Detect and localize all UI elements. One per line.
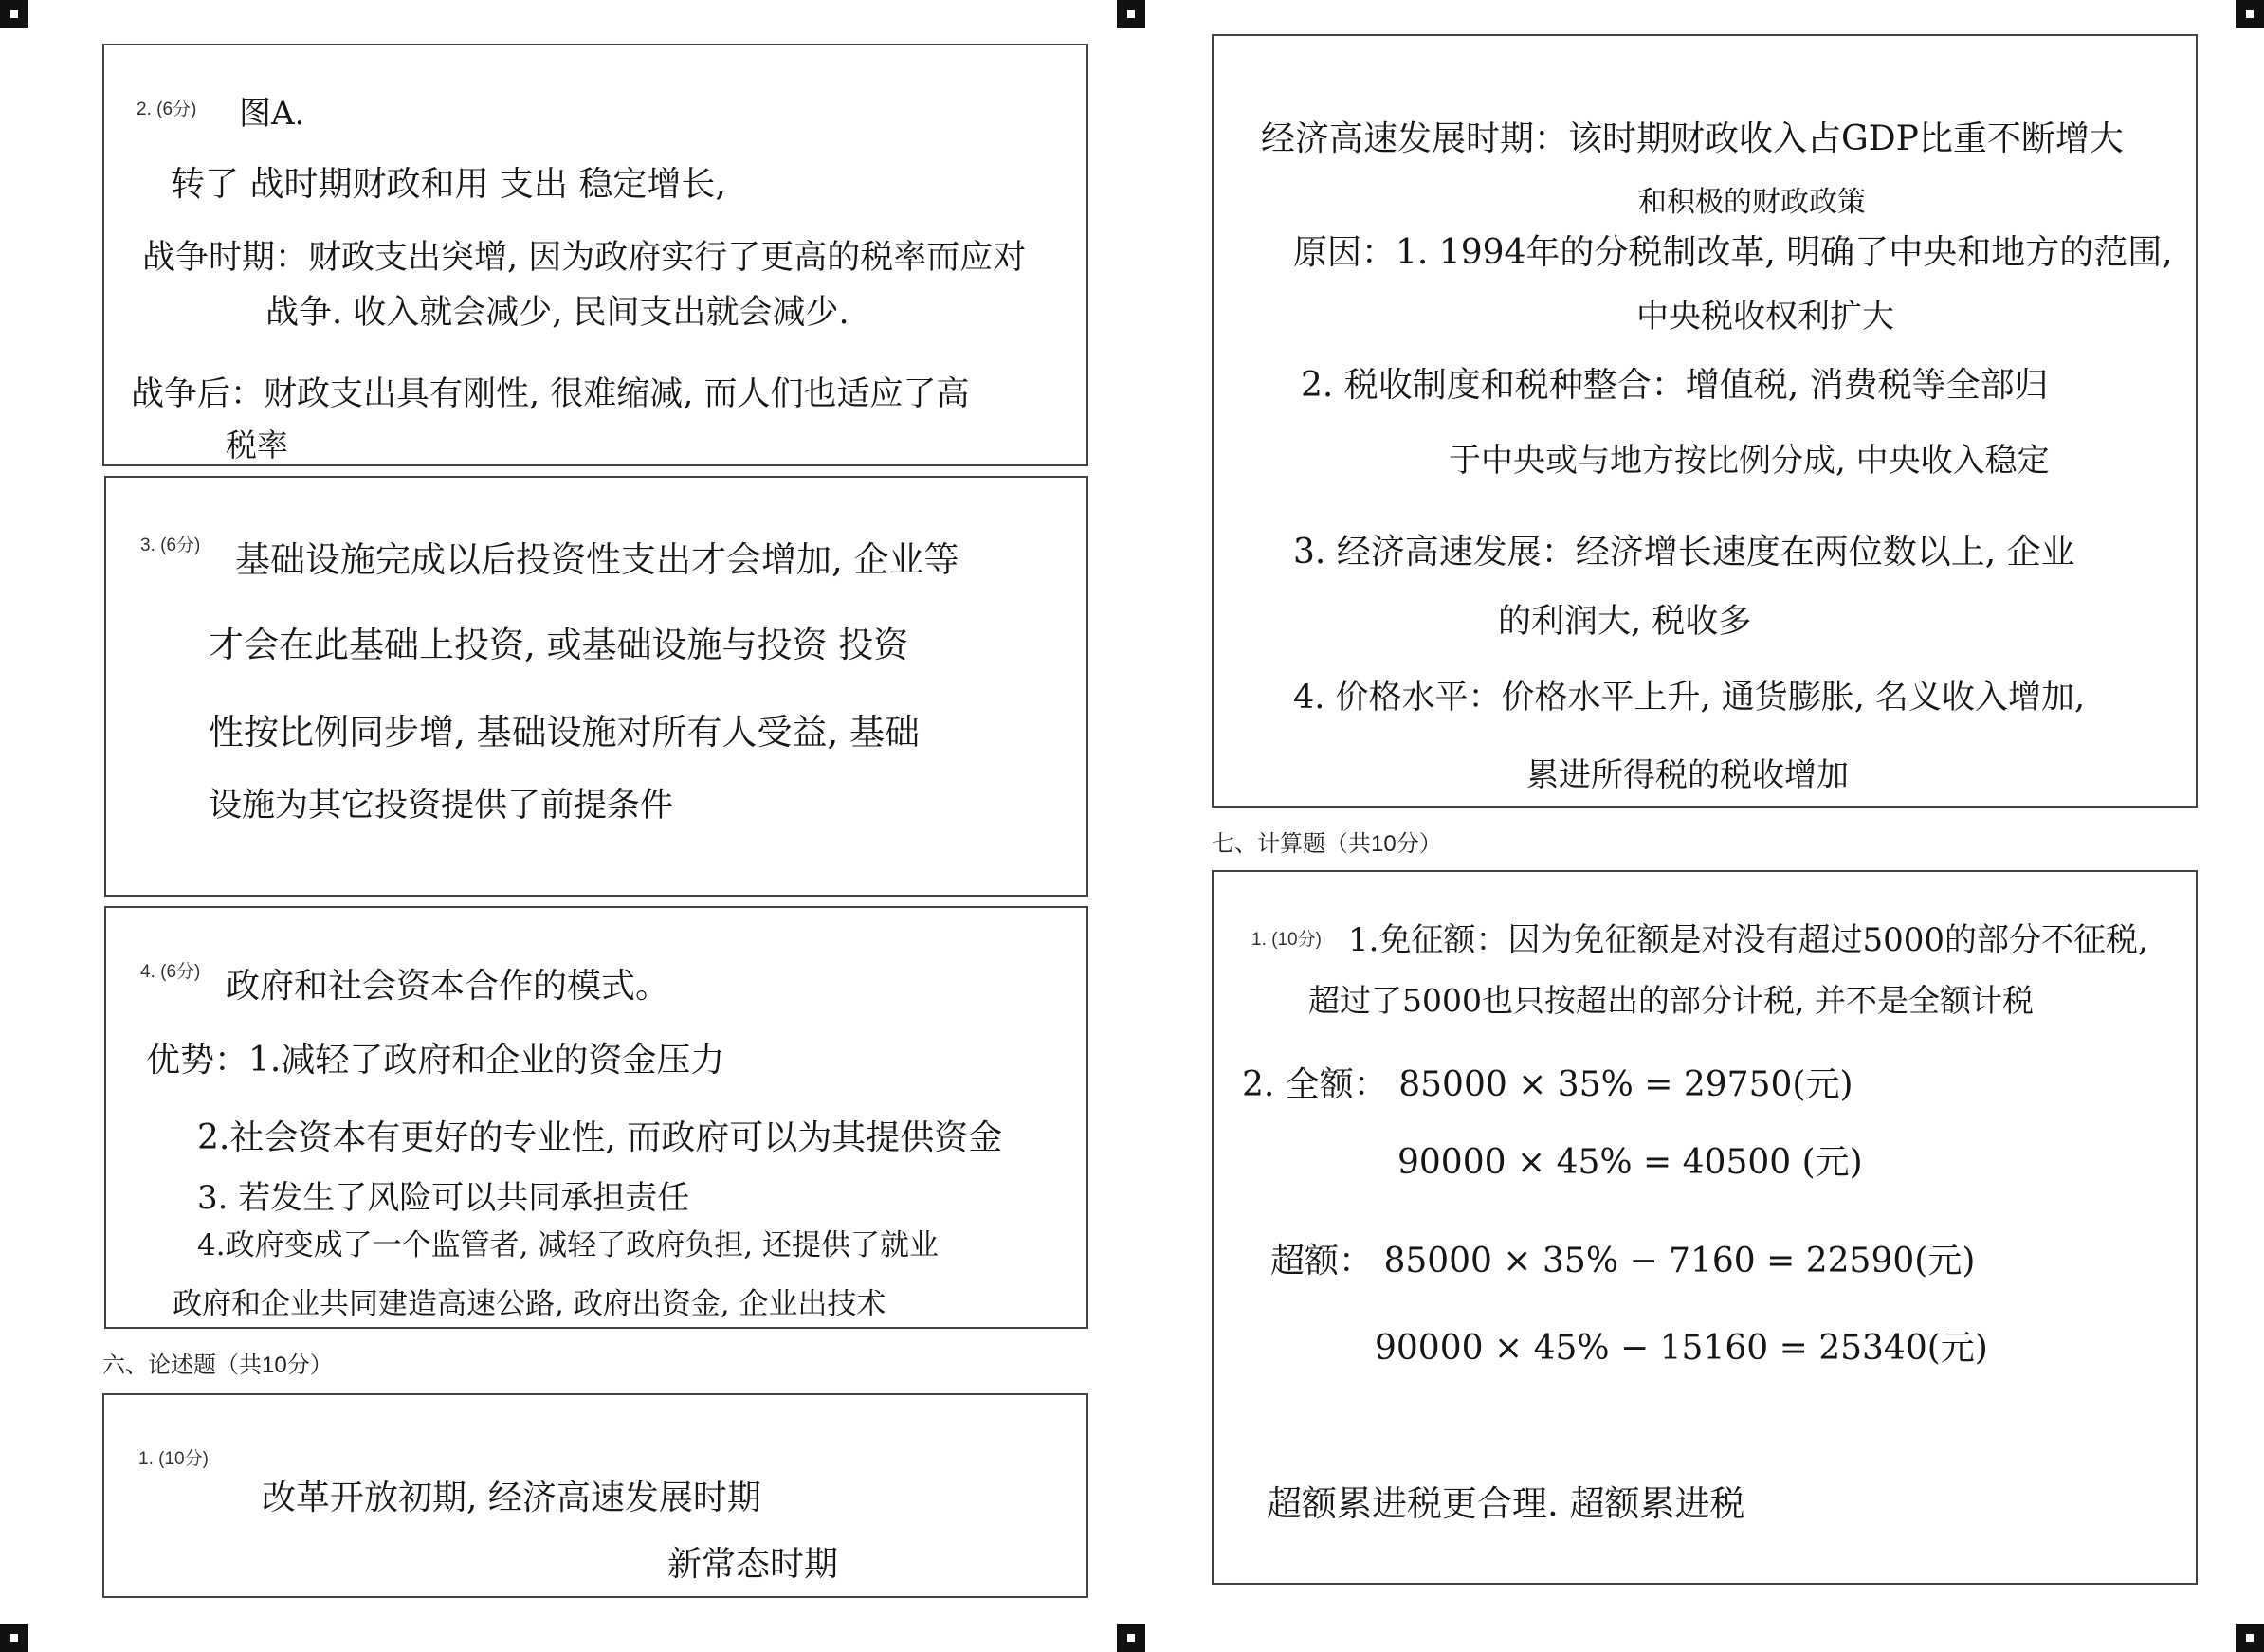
handwritten-line: 中央税收权利扩大 bbox=[1636, 298, 1894, 336]
handwritten-line: 3. 经济高速发展：经济增长速度在两位数以上, 企业 bbox=[1293, 533, 2075, 572]
handwritten-line: 税率 bbox=[226, 427, 288, 463]
corner-marker-top-left bbox=[0, 0, 28, 28]
handwritten-line: 的利润大, 税收多 bbox=[1498, 603, 1752, 641]
corner-marker-bottom-center bbox=[1117, 1624, 1145, 1652]
handwritten-line: 2.社会资本有更好的专业性, 而政府可以为其提供资金 bbox=[197, 1118, 1003, 1157]
answer-box-q7-1 bbox=[1212, 870, 2198, 1585]
question-number: 2. (6分) bbox=[137, 100, 197, 119]
handwritten-line: 4.政府变成了一个监管者, 减轻了政府负担, 还提供了就业 bbox=[197, 1228, 939, 1262]
handwritten-line: 3. 若发生了风险可以共同承担责任 bbox=[197, 1179, 690, 1217]
handwritten-line: 超过了5000也只按超出的部分计税, 并不是全额计税 bbox=[1308, 982, 2034, 1019]
handwritten-line: 1.免征额：因为免征额是对没有超过5000的部分不征税, bbox=[1348, 921, 2148, 959]
answer-box-q6-1-continued bbox=[1212, 34, 2198, 808]
answer-box-q4 bbox=[104, 906, 1088, 1329]
handwritten-line: 转了 战时期财政和用 支出 稳定增长, bbox=[171, 165, 726, 204]
handwritten-line: 90000 × 45% = 40500 (元) bbox=[1397, 1143, 1863, 1182]
question-number: 4. (6分) bbox=[140, 962, 201, 982]
handwritten-line: 改革开放初期, 经济高速发展时期 bbox=[262, 1479, 761, 1517]
handwritten-line: 性按比例同步增, 基础设施对所有人受益, 基础 bbox=[209, 712, 921, 753]
handwritten-line: 优势：1.减轻了政府和企业的资金压力 bbox=[146, 1041, 725, 1080]
handwritten-line: 基础设施完成以后投资性支出才会增加, 企业等 bbox=[235, 539, 959, 580]
handwritten-line: 和积极的财政政策 bbox=[1638, 186, 1866, 219]
handwritten-line: 政府和企业共同建造高速公路, 政府出资金, 企业出技术 bbox=[173, 1287, 886, 1321]
handwritten-line: 4. 价格水平：价格水平上升, 通货膨胀, 名义收入增加, bbox=[1293, 679, 2086, 717]
handwritten-line: 2. 全额： 85000 × 35% = 29750(元) bbox=[1242, 1065, 1853, 1104]
answer-box-q6-1 bbox=[102, 1393, 1088, 1598]
handwritten-line: 才会在此基础上投资, 或基础设施与投资 投资 bbox=[209, 625, 909, 665]
corner-marker-bottom-right bbox=[2236, 1624, 2264, 1652]
answer-box-q3 bbox=[104, 476, 1088, 897]
section-heading-6: 六、论述题（共10分） bbox=[102, 1352, 333, 1378]
question-number: 1. (10分) bbox=[138, 1449, 209, 1469]
handwritten-line: 原因：1. 1994年的分税制改革, 明确了中央和地方的范围, bbox=[1293, 233, 2173, 272]
question-number: 1. (10分) bbox=[1251, 930, 1322, 950]
corner-marker-top-center bbox=[1117, 0, 1145, 28]
handwritten-line: 图A. bbox=[239, 95, 305, 133]
handwritten-line: 设施为其它投资提供了前提条件 bbox=[209, 787, 674, 825]
handwritten-line: 超额累进税更合理. 超额累进税 bbox=[1267, 1483, 1745, 1524]
handwritten-line: 90000 × 45% − 15160 = 25340(元) bbox=[1375, 1329, 1988, 1368]
handwritten-line: 累进所得税的税收增加 bbox=[1526, 756, 1849, 794]
handwritten-line: 战争后：财政支出具有刚性, 很难缩减, 而人们也适应了高 bbox=[131, 375, 970, 413]
answer-box-q2 bbox=[102, 44, 1088, 466]
handwritten-line: 超额： 85000 × 35% − 7160 = 22590(元) bbox=[1270, 1242, 1976, 1280]
handwritten-line: 政府和社会资本合作的模式。 bbox=[226, 967, 670, 1006]
handwritten-line: 新常态时期 bbox=[667, 1545, 839, 1584]
section-heading-7: 七、计算题（共10分） bbox=[1212, 831, 1442, 857]
corner-marker-top-right bbox=[2236, 0, 2264, 28]
corner-marker-bottom-left bbox=[0, 1624, 28, 1652]
handwritten-line: 战争. 收入就会减少, 民间支出就会减少. bbox=[265, 294, 849, 332]
handwritten-line: 2. 税收制度和税种整合：增值税, 消费税等全部归 bbox=[1301, 366, 2049, 405]
handwritten-line: 战争时期：财政支出突增, 因为政府实行了更高的税率而应对 bbox=[142, 239, 1027, 277]
handwritten-line: 经济高速发展时期：该时期财政收入占GDP比重不断增大 bbox=[1261, 119, 2124, 158]
question-number: 3. (6分) bbox=[140, 536, 201, 555]
handwritten-line: 于中央或与地方按比例分成, 中央收入稳定 bbox=[1449, 442, 2050, 480]
